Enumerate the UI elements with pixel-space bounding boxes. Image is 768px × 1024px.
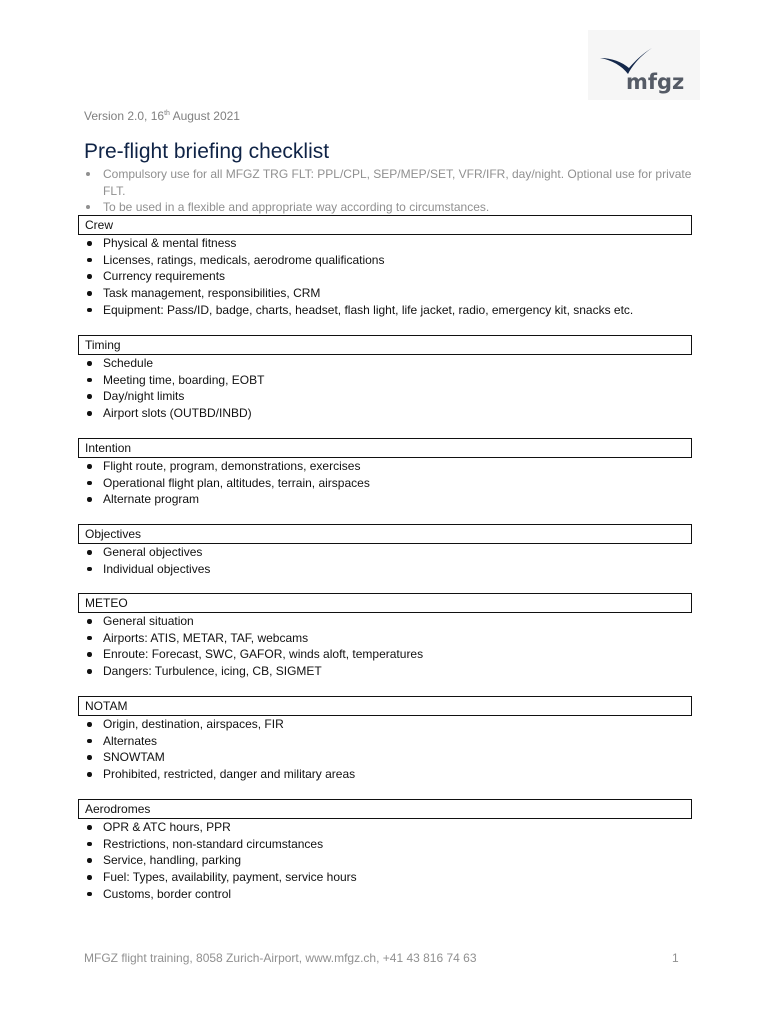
checklist-item: Equipment: Pass/ID, badge, charts, headset, flash light, life jacket, radio, emergency kit, snacks etc.: [78, 302, 692, 319]
checklist: [78, 544, 692, 577]
section-header: NOTAM: [78, 696, 692, 716]
section-timing: [78, 335, 692, 422]
page-title: Pre-flight briefing checklist: [84, 140, 330, 163]
section-header: Crew: [78, 215, 692, 235]
section-header: Intention: [78, 438, 692, 458]
checklist-item: Alternate program: [78, 491, 692, 508]
checklist-item: Day/night limits: [78, 388, 692, 405]
checklist-item: Fuel: Types, availability, payment, service hours: [78, 869, 692, 886]
version-sup: th: [164, 110, 170, 117]
section-aerodromes: [78, 799, 692, 903]
checklist-item: SNOWTAM: [78, 749, 692, 766]
checklist-item: Restrictions, non-standard circumstances: [78, 836, 692, 853]
checklist-item: Airports: ATIS, METAR, TAF, webcams: [78, 630, 692, 647]
section-header: METEO: [78, 593, 692, 613]
checklist-item: General objectives: [78, 544, 692, 561]
checklist-item: Flight route, program, demonstrations, exercises: [78, 458, 692, 475]
checklist-item: Origin, destination, airspaces, FIR: [78, 716, 692, 733]
section-meteo: [78, 593, 692, 680]
section-header: Objectives: [78, 524, 692, 544]
version-suffix: August 2021: [169, 109, 240, 123]
checklist: [78, 235, 692, 319]
checklist: [78, 355, 692, 422]
section-header: Aerodromes: [78, 799, 692, 819]
section-objectives: [78, 524, 692, 577]
checklist-item: Meeting time, boarding, EOBT: [78, 372, 692, 389]
checklist: [78, 458, 692, 508]
intro-list: [84, 166, 704, 216]
checklist-item: Enroute: Forecast, SWC, GAFOR, winds aloft, temperatures: [78, 646, 692, 663]
checklist: [78, 613, 692, 680]
checklist-item: Dangers: Turbulence, icing, CB, SIGMET: [78, 663, 692, 680]
checklist-item: Licenses, ratings, medicals, aerodrome qualifications: [78, 252, 692, 269]
page-number: 1: [672, 951, 679, 965]
checklist-item: Prohibited, restricted, danger and military areas: [78, 766, 692, 783]
checklist: [78, 819, 692, 903]
footer-text: MFGZ flight training, 8058 Zurich-Airport, www.mfgz.ch, +41 43 816 74 63: [84, 951, 477, 965]
checklist-item: Alternates: [78, 733, 692, 750]
checklist-item: Airport slots (OUTBD/INBD): [78, 405, 692, 422]
intro-item: To be used in a flexible and appropriate way according to circumstances.: [84, 199, 704, 216]
section-notam: [78, 696, 692, 783]
checklist-item: Currency requirements: [78, 268, 692, 285]
section-intention: [78, 438, 692, 508]
checklist-item: Task management, responsibilities, CRM: [78, 285, 692, 302]
checklist-item: Physical & mental fitness: [78, 235, 692, 252]
checklist-item: Customs, border control: [78, 886, 692, 903]
checklist: [78, 716, 692, 783]
logo-text: mfgz: [626, 70, 685, 94]
checklist-item: Schedule: [78, 355, 692, 372]
checklist-item: OPR & ATC hours, PPR: [78, 819, 692, 836]
section-crew: [78, 215, 692, 319]
intro-item: Compulsory use for all MFGZ TRG FLT: PPL/CPL, SEP/MEP/SET, VFR/IFR, day/night. Optional use for private FLT.: [84, 166, 704, 199]
mfgz-logo: [588, 30, 700, 100]
checklist-item: Service, handling, parking: [78, 852, 692, 869]
section-header: Timing: [78, 335, 692, 355]
checklist-item: General situation: [78, 613, 692, 630]
version-prefix: Version 2.0, 16: [84, 109, 165, 123]
checklist-item: Operational flight plan, altitudes, terrain, airspaces: [78, 475, 692, 492]
checklist-item: Individual objectives: [78, 561, 692, 578]
version-line: [84, 109, 240, 123]
